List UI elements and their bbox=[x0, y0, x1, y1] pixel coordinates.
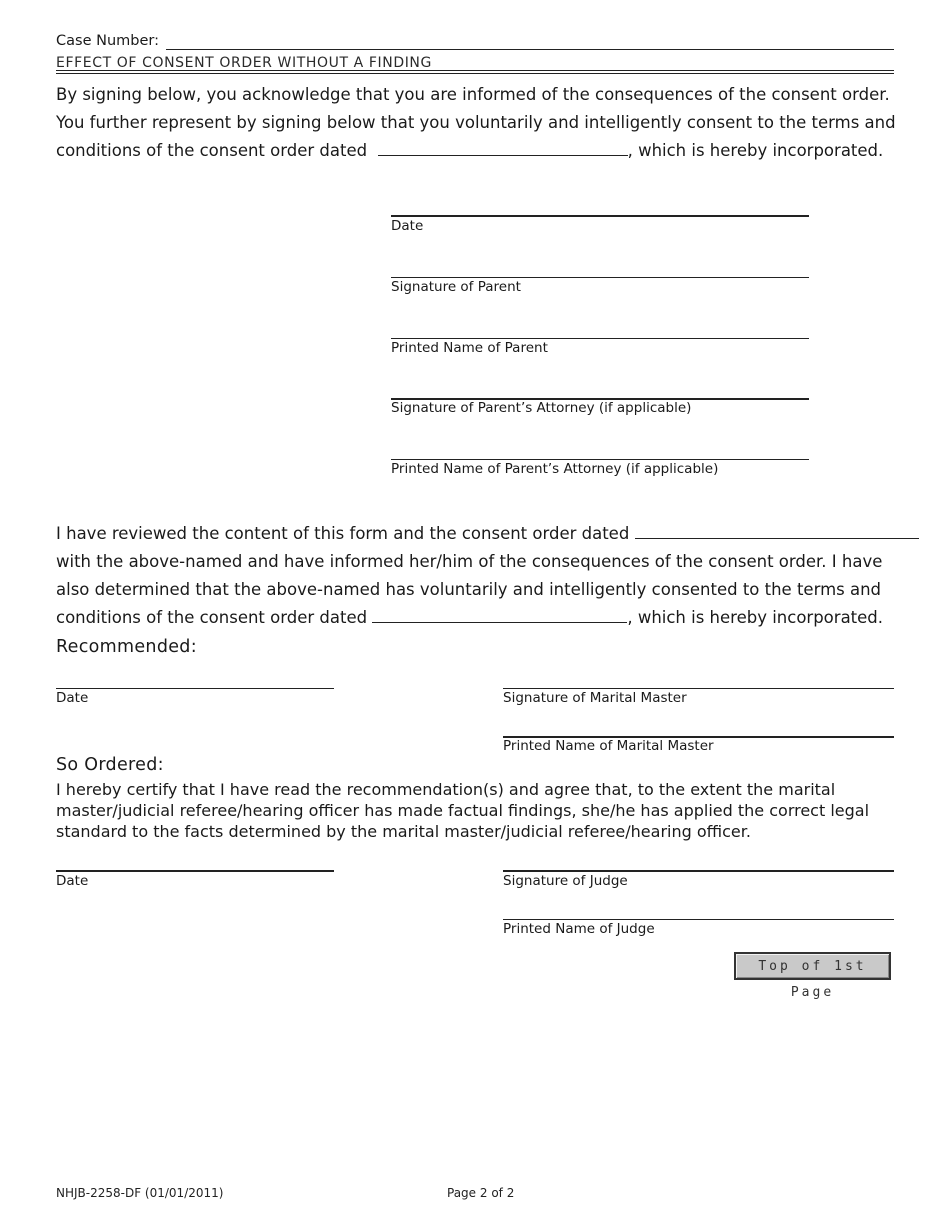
signature-parent-label: Signature of Parent bbox=[391, 279, 521, 295]
review-paragraph bbox=[56, 520, 919, 632]
parent-date-label: Date bbox=[391, 218, 424, 234]
certify-text: I hereby certify that I have read the recommendation(s) and agree that, to the extent the marital master/judicial referee/hearing officer has made factual findings, she/he has applied the correct legal standard to the facts determined by the marital master/judicial referee/hearing officer. bbox=[56, 780, 870, 841]
ordered-date-line[interactable] bbox=[56, 870, 334, 872]
page-number: Page 2 of 2 bbox=[447, 1186, 515, 1200]
printed-name-judge-line[interactable] bbox=[503, 919, 894, 920]
recommended-date-line[interactable] bbox=[56, 688, 334, 689]
review-line-4 bbox=[56, 604, 919, 632]
acknowledgment-line-2: You further represent by signing below that you voluntarily and intelligently consent to the terms and bbox=[56, 113, 896, 132]
recommended-heading: Recommended: bbox=[56, 637, 197, 657]
acknowledgment-line-3-suffix: , which is hereby incorporated. bbox=[627, 141, 884, 160]
printed-name-parent-label: Printed Name of Parent bbox=[391, 340, 548, 356]
printed-name-master-label: Printed Name of Marital Master bbox=[503, 738, 714, 754]
printed-name-parent-line[interactable] bbox=[391, 338, 809, 339]
review-line-2: with the above-named and have informed her/him of the consequences of the consent order. I have bbox=[56, 552, 883, 571]
review-line-1-prefix: I have reviewed the content of this form and the consent order dated bbox=[56, 524, 630, 543]
ordered-date-label: Date bbox=[56, 873, 89, 889]
printed-name-judge-label: Printed Name of Judge bbox=[503, 921, 655, 937]
recommended-date-label: Date bbox=[56, 690, 89, 706]
review-line-3: also determined that the above-named has voluntarily and intelligently consented to the terms and bbox=[56, 580, 882, 599]
consent-order-date-field-2[interactable] bbox=[635, 520, 919, 539]
signature-attorney-label: Signature of Parent’s Attorney (if applicable) bbox=[391, 400, 692, 416]
signature-judge-label: Signature of Judge bbox=[503, 873, 628, 889]
parent-date-line[interactable] bbox=[391, 215, 809, 217]
so-ordered-heading: So Ordered: bbox=[56, 755, 164, 775]
review-line-4-prefix: conditions of the consent order dated bbox=[56, 608, 368, 627]
signature-master-label: Signature of Marital Master bbox=[503, 690, 687, 706]
review-line-1 bbox=[56, 520, 919, 548]
review-line-4-suffix: , which is hereby incorporated. bbox=[627, 608, 884, 627]
signature-master-line[interactable] bbox=[503, 688, 894, 689]
acknowledgment-line-3-prefix: conditions of the consent order dated bbox=[56, 141, 368, 160]
header-rule-1 bbox=[56, 70, 894, 71]
case-number-field[interactable] bbox=[166, 49, 894, 50]
acknowledgment-line-3 bbox=[56, 137, 896, 165]
acknowledgment-line-1: By signing below, you acknowledge that you are informed of the consequences of the consent order. bbox=[56, 85, 890, 104]
header-rule-2 bbox=[56, 73, 894, 74]
signature-parent-line[interactable] bbox=[391, 277, 809, 278]
case-number-label: Case Number: bbox=[56, 33, 159, 49]
printed-name-attorney-label: Printed Name of Parent’s Attorney (if applicable) bbox=[391, 461, 719, 477]
top-of-first-page-button[interactable]: Top of 1st Page bbox=[734, 952, 891, 980]
form-id: NHJB-2258-DF (01/01/2011) bbox=[56, 1186, 224, 1200]
printed-name-attorney-line[interactable] bbox=[391, 459, 809, 460]
consent-order-date-field-1[interactable] bbox=[378, 137, 628, 156]
acknowledgment-paragraph bbox=[56, 81, 896, 165]
section-title: EFFECT OF CONSENT ORDER WITHOUT A FINDING bbox=[56, 55, 432, 71]
consent-order-date-field-3[interactable] bbox=[372, 604, 627, 623]
signature-judge-line[interactable] bbox=[503, 870, 894, 872]
